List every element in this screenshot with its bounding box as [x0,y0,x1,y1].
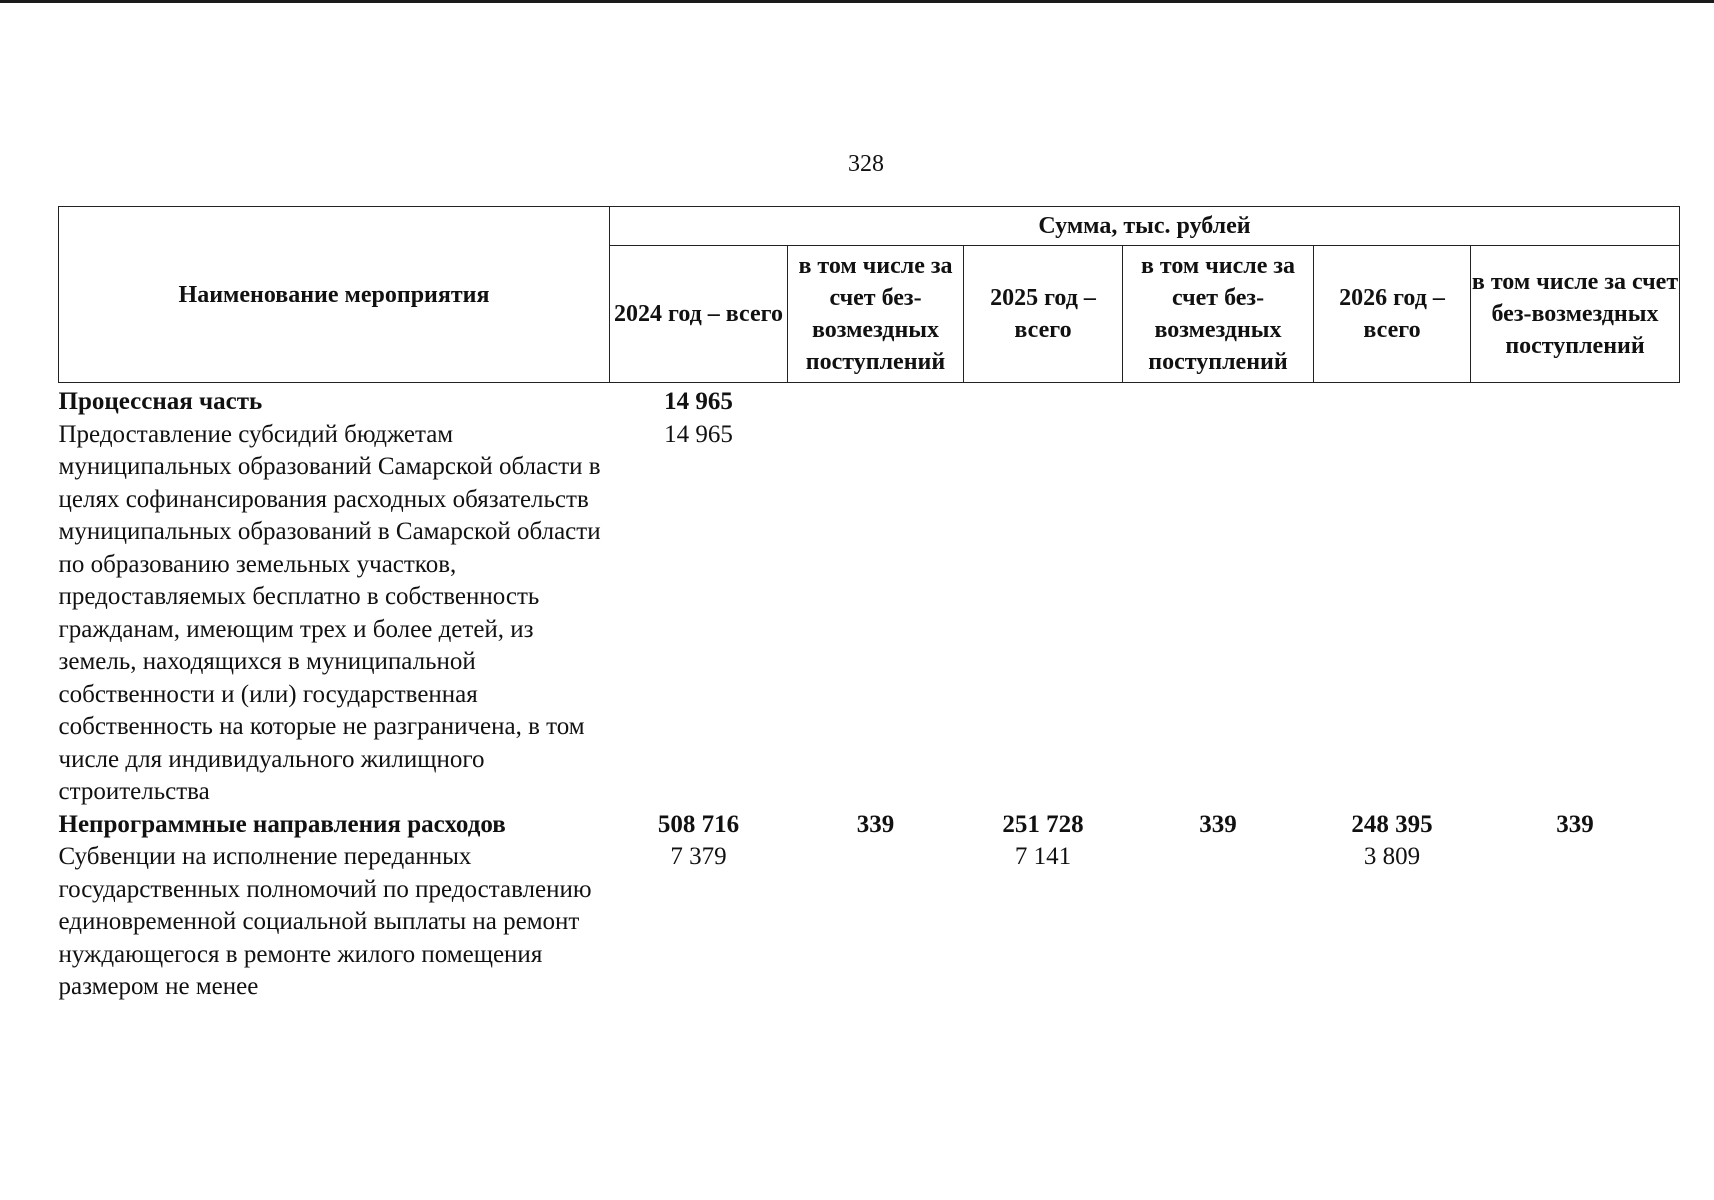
budget-table [58,206,1680,1004]
cell-2024-total: 7 379 [670,843,727,870]
cell-2025-gratuitous [1123,841,1314,1004]
row-name: Предоставление субсидий бюджетам муниципальных образований Самарской области в целях софинансирования расходных обязательств муниципальных образований в Самарской области по образованию земельных участков, предоставляемых бесплатно в собственность гражданам, имеющим трех и более детей, из земель, находящихся в муниципальной собственности и (или) государственная собственность на которые не разграничена, в том числе для индивидуального жилищного строительства [58,420,601,805]
header-2026-gratuitous: в том числе за счет без-возмездных поступлений [1471,246,1680,383]
cell-2026-gratuitous [1471,419,1680,809]
header-2025-total: 2025 год – всего [964,246,1123,383]
cell-2026-total: 3 809 [1363,843,1421,870]
cell-2026-total [1314,419,1471,809]
row-name: Субвенции на исполнение переданных государственных полномочий по предоставлению единовременной социальной выплаты на ремонт нуждающегося в ремонте жилого помещения размером не менее [58,843,592,1000]
table-row [59,419,1680,809]
cell-2024-total: 14 965 [664,420,733,448]
cell-2025-total [964,383,1123,419]
header-amount-group: Сумма, тыс. рублей [610,207,1680,246]
row-name: Непрограммные направления расходов [58,810,506,838]
table-row [59,809,1680,842]
table-row [59,383,1680,419]
cell-2024-gratuitous [788,841,964,1004]
cell-2025-gratuitous [1123,419,1314,809]
cell-2026-gratuitous: 339 [1556,810,1594,838]
cell-2025-gratuitous: 339 [1199,810,1237,838]
cell-2024-gratuitous [788,383,964,419]
scan-edge-line [0,0,1714,3]
cell-2025-gratuitous [1123,383,1314,419]
cell-2025-total: 7 141 [1014,843,1072,870]
cell-2026-gratuitous [1471,383,1680,419]
table-row [59,841,1680,1004]
cell-2025-total [964,419,1123,809]
cell-2024-gratuitous [788,419,964,809]
page-number: 328 [848,151,884,177]
cell-2026-total: 248 395 [1351,810,1433,838]
header-2024-gratuitous: в том числе за счет без-возмездных поступлений [788,246,964,383]
cell-2024-gratuitous: 339 [856,810,895,838]
header-2025-gratuitous: в том числе за счет без-возмездных поступлений [1123,246,1314,383]
header-2026-total: 2026 год – всего [1314,246,1471,383]
header-name-column: Наименование мероприятия [59,207,610,383]
cell-2024-total: 14 965 [664,388,733,415]
cell-2026-total [1314,383,1471,419]
cell-2026-gratuitous [1471,841,1680,1004]
cell-2024-total: 508 716 [657,810,740,838]
cell-2025-total: 251 728 [1002,810,1084,838]
row-name: Процессная часть [58,388,263,415]
header-2024-total: 2024 год – всего [610,246,788,383]
